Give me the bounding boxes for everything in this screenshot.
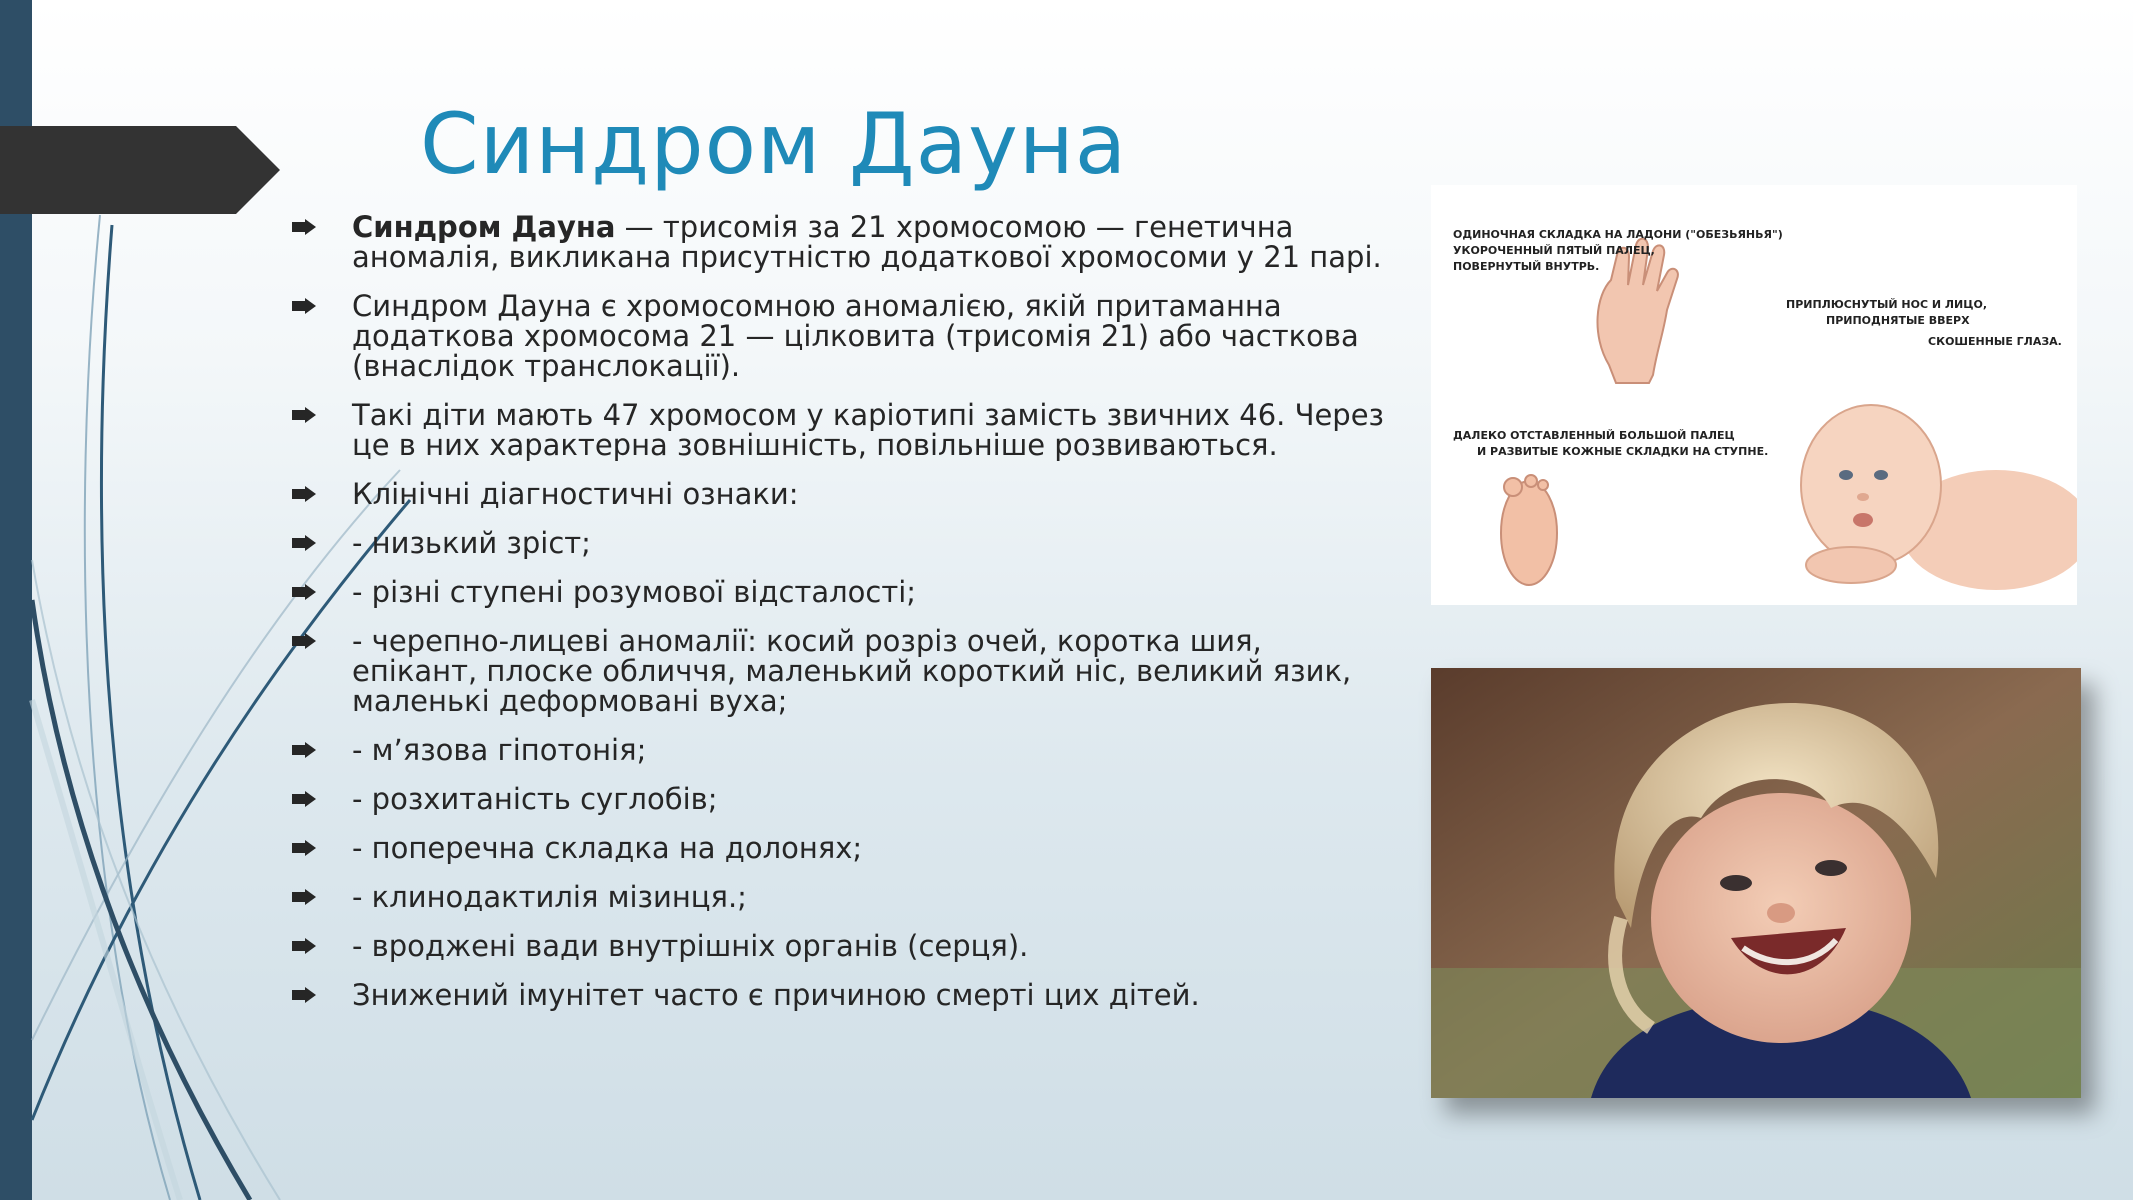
right-arrow-bullet-icon	[292, 742, 316, 758]
label-face-line3: СКОШЕННЫЕ ГЛАЗА.	[1928, 335, 2062, 348]
bullet-item	[292, 735, 1392, 765]
bullet-list	[292, 212, 1392, 1029]
palm-illustration	[1597, 239, 1677, 383]
arrow-banner	[0, 126, 280, 214]
bullet-item	[292, 577, 1392, 607]
label-palm-line2: УКОРОЧЕННЫЙ ПЯТЫЙ ПАЛЕЦ,	[1453, 244, 1655, 257]
bullet-text: - низький зріст;	[352, 526, 591, 560]
bullet-text: Синдром Дауна є хромосомною аномалією, якій притаманна додаткова хромосома 21 — цілковита (трисомія 21) або часткова (внаслідок транслокації).	[352, 289, 1359, 383]
right-arrow-bullet-icon	[292, 633, 316, 649]
bullet-text: - клинодактилія мізинця.;	[352, 880, 747, 914]
bullet-text: Знижений імунітет часто є причиною смерті цих дітей.	[352, 978, 1200, 1012]
bullet-bold: Синдром Дауна	[352, 210, 616, 244]
bullet-item	[292, 784, 1392, 814]
photo-child-drawing	[1431, 668, 2081, 1098]
label-face-line2: ПРИПОДНЯТЫЕ ВВЕРХ	[1826, 314, 1970, 327]
label-palm-line1: ОДИНОЧНАЯ СКЛАДКА НА ЛАДОНИ ("ОБЕЗЬЯНЬЯ")	[1453, 228, 1783, 241]
right-arrow-bullet-icon	[292, 486, 316, 502]
bullet-item	[292, 882, 1392, 912]
bullet-text: - черепно-лицеві аномалії: косий розріз очей, коротка шия, епікант, плоске обличчя, маленький короткий ніс, великий язик, маленькі деформовані вуха;	[352, 624, 1352, 718]
right-arrow-bullet-icon	[292, 219, 316, 235]
bullet-text: Клінічні діагностичні ознаки:	[352, 477, 799, 511]
bullet-body: — трисомія за 21 хромосомою — генетична аномалія, викликана присутністю додаткової хромосоми у 21 парі.	[352, 210, 1382, 274]
bullet-item	[292, 833, 1392, 863]
bullet-item	[292, 291, 1392, 381]
bullet-text: - різні ступені розумової відсталості;	[352, 575, 917, 609]
bullet-item	[292, 626, 1392, 716]
bullet-item	[292, 400, 1392, 460]
illustration-diagnostic-features	[1431, 185, 2077, 605]
label-foot-line1: ДАЛЕКО ОТСТАВЛЕННЫЙ БОЛЬШОЙ ПАЛЕЦ	[1453, 429, 1735, 442]
baby-illustration	[1801, 405, 2077, 590]
bullet-text: - вроджені вади внутрішніх органів (серця).	[352, 929, 1029, 963]
label-foot-line2: И РАЗВИТЫЕ КОЖНЫЕ СКЛАДКИ НА СТУПНЕ.	[1477, 445, 1769, 458]
foot-illustration	[1501, 475, 1557, 585]
bullet-text: - м’язова гіпотонія;	[352, 733, 647, 767]
right-arrow-bullet-icon	[292, 791, 316, 807]
slide-title: Синдром Дауна	[420, 95, 1128, 193]
right-arrow-bullet-icon	[292, 298, 316, 314]
bullet-text: Такі діти мають 47 хромосом у каріотипі замість звичних 46. Через це в них характерна зовнішність, повільніше розвиваються.	[352, 398, 1384, 462]
bullet-text: - поперечна складка на долонях;	[352, 831, 863, 865]
photo-child	[1431, 668, 2081, 1098]
right-arrow-bullet-icon	[292, 889, 316, 905]
bullet-item	[292, 931, 1392, 961]
right-arrow-bullet-icon	[292, 840, 316, 856]
bullet-item	[292, 479, 1392, 509]
bullet-text: - розхитаність суглобів;	[352, 782, 718, 816]
right-arrow-bullet-icon	[292, 987, 316, 1003]
right-arrow-bullet-icon	[292, 938, 316, 954]
right-arrow-bullet-icon	[292, 584, 316, 600]
bullet-item	[292, 528, 1392, 558]
right-arrow-bullet-icon	[292, 535, 316, 551]
bullet-item	[292, 212, 1392, 272]
label-face-line1: ПРИПЛЮСНУТЫЙ НОС И ЛИЦО,	[1786, 298, 1987, 311]
label-palm-line3: ПОВЕРНУТЫЙ ВНУТРЬ.	[1453, 260, 1600, 273]
right-arrow-bullet-icon	[292, 407, 316, 423]
bullet-text	[352, 210, 1382, 274]
bullet-item	[292, 980, 1392, 1010]
